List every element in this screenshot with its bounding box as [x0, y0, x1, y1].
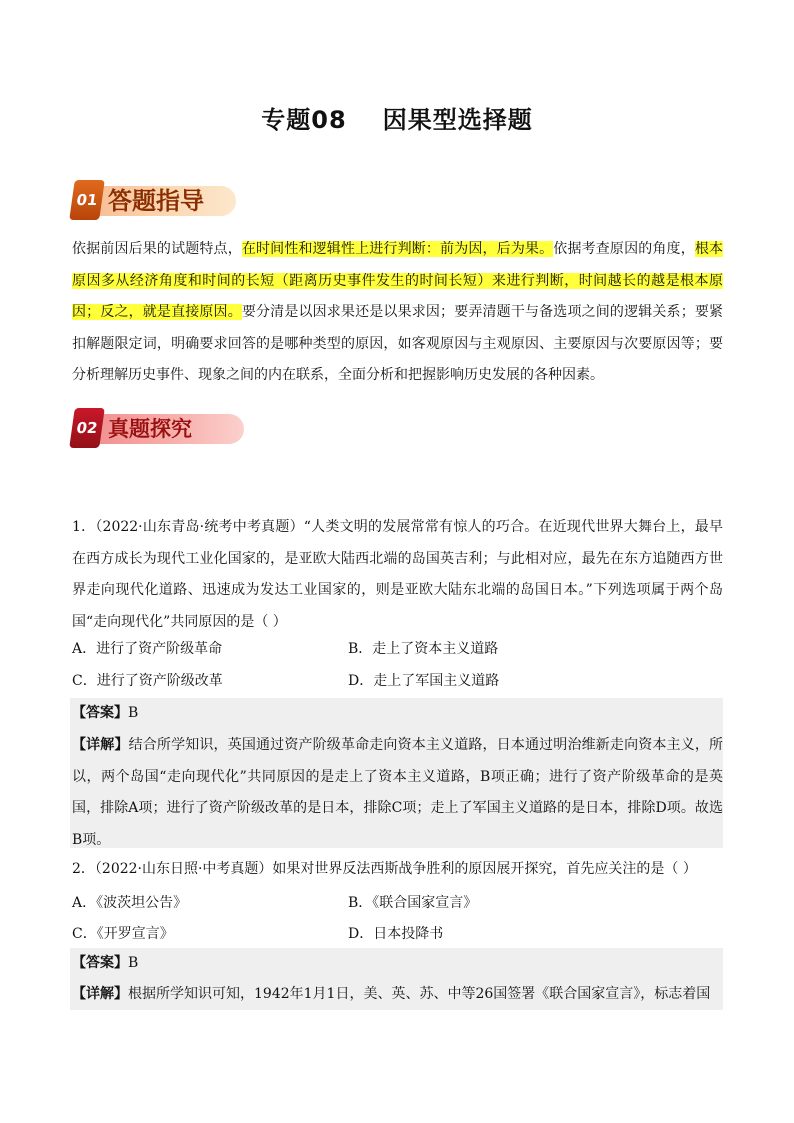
page-title — [0, 100, 794, 135]
section-badge: 01 — [69, 180, 105, 220]
option-c: C．《开罗宣言》 — [72, 926, 174, 942]
section-header-exam — [72, 408, 244, 448]
guide-highlight: 根本原因多从经济角度和时间的长短（距离历史事件发生的时间长短）来进行判断，时间越长的越是根本原因；反之，就是直接原因。 — [72, 241, 724, 321]
detail-1: 【详解】结合所学知识，英国通过资产阶级革命走向资本主义道路，日本通过明治维新走向资本主义，所以，两个岛国“走向现代化”共同原因的是走上了资本主义道路，B项正确；进行了资产阶级革命的是英国，排除A项；进行了资产阶级改革的是日本，排除C项；走上了军国主义道路的是日本，排除D项。故选B项。 — [72, 737, 724, 848]
guide-text: 依据考查原因的角度， — [553, 241, 695, 257]
option-a: A．《波茨坦公告》 — [72, 895, 188, 911]
section-header-guide — [72, 180, 236, 220]
detail-2: 【详解】根据所学知识可知，1942年1月1日，美、英、苏、中等26国签署《联合国家宣言》，标志着国 — [72, 986, 711, 1002]
section-title: 真题探究 — [108, 417, 192, 441]
guide-text: 要分清是以因求果还是以果求因；要弄清题干与备选项之间的逻辑关系；要紧扣解题限定词，明确要求回答的是哪种类型的原因，如客观原因与主观原因、主要原因与次要原因等；要分析理解历史事件、现象之间的内在联系，全面分析和把握影响历史发展的各种因素。 — [72, 304, 724, 384]
option-a: A．进行了资产阶级革命 — [72, 641, 223, 657]
answer-1: 【答案】B — [72, 705, 139, 721]
section-badge: 02 — [69, 408, 105, 448]
title-topic-number: 专题08 — [261, 106, 347, 134]
guide-paragraph — [72, 234, 723, 392]
option-b: B．走上了资本主义道路 — [348, 641, 499, 657]
section-title: 答题指导 — [108, 187, 204, 215]
answer-2: 【答案】B — [72, 955, 139, 971]
guide-highlight: 在时间性和逻辑性上进行判断：前为因，后为果。 — [241, 241, 554, 257]
question-1-stem: 1．（2022·山东青岛·统考中考真题）“人类文明的发展常常有惊人的巧合。在近现代世界大舞台上，最早在西方成长为现代工业化国家的，是亚欧大陆西北端的岛国英吉利；与此相对应，最先在东方追随西方世界走向现代化道路、迅速成为发达工业国家的，则是亚欧大陆东北端的岛国日本。”下列选项属于两个岛国“走向现代化”共同原因的是（ ） — [72, 519, 723, 630]
option-b: B．《联合国家宣言》 — [348, 895, 478, 911]
title-topic-name: 因果型选择题 — [382, 106, 533, 134]
option-c: C．进行了资产阶级改革 — [72, 673, 223, 689]
option-d: D．日本投降书 — [348, 926, 444, 942]
question-2-stem: 2．（2022·山东日照·中考真题）如果对世界反法西斯战争胜利的原因展开探究，首先应关注的是（ ） — [72, 861, 697, 877]
option-d: D．走上了军国主义道路 — [348, 673, 500, 689]
guide-text: 依据前因后果的试题特点， — [72, 241, 242, 257]
